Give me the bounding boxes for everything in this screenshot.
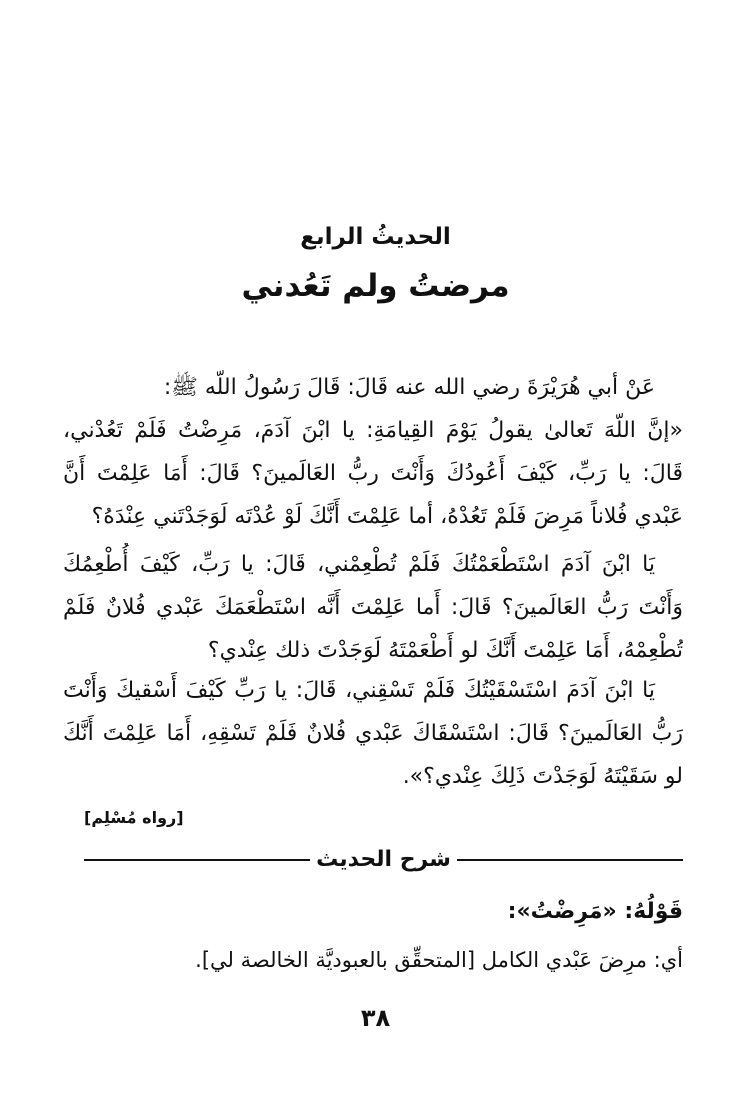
hadith-paragraph-2 bbox=[63, 543, 683, 672]
hadith-line: عَبْدي فُلاناً مَرِضَ فَلَمْ تَعُدْهُ، أما عَلِمْتَ أَنَّكَ لَوْ عُدْتَه لَوَجَدْتَني عِنْدَهُ؟ bbox=[91, 504, 683, 529]
hadith-paragraph-intro bbox=[63, 366, 683, 409]
hadith-paragraph-3 bbox=[63, 669, 683, 798]
explanation-text: أي: مرِضَ عَبْدي الكامل [المتحقِّق بالعبوديَّة الخالصة لي]. bbox=[195, 948, 683, 972]
hadith-line: تُطْعِمْهُ، أَمَا عَلِمْتَ أَنَّكَ لو أَطْعَمْتَهُ لَوَجَدْتَ ذلك عِنْدي؟ bbox=[207, 638, 683, 663]
hadith-line: عَنْ أبي هُرَيْرَةَ رضي الله عنه قَالَ: قَالَ رَسُولُ اللّه ﷺ: bbox=[163, 375, 655, 400]
page-number: ٣٨ bbox=[360, 1004, 391, 1032]
chapter-label: الحديثُ الرابع bbox=[300, 224, 451, 250]
hadith-line: وَأَنْتَ رَبُّ العَالَمينَ؟ قَالَ: أَما عَلِمْتَ أَنَّه اسْتَطْعَمَكَ عَبْدي فُلانٌ فَلَمْ bbox=[63, 595, 683, 620]
hadith-line: رَبُّ العَالَمينَ؟ قَالَ: اسْتَسْقَاكَ عَبْدي فُلانٌ فَلَمْ تَسْقِهِ، أَمَا عَلِمْتَ أَنَّكَ bbox=[63, 721, 683, 746]
section-title: شرح الحديث bbox=[316, 847, 451, 872]
section-separator bbox=[84, 842, 683, 878]
hadith-line: «إنَّ اللّهَ تَعالىٰ يقولُ يَوْمَ القِيامَةِ: يا ابْنَ آدَمَ، مَرِضْتُ فَلَمْ تَعُدْني، bbox=[63, 418, 683, 443]
separator-rule-right bbox=[457, 859, 683, 861]
hadith-line: يَا ابْنَ آدَمَ اسْتَطْعَمْتُكَ فَلَمْ تُطْعِمْني، قَالَ: يا رَبِّ، كَيْفَ أُطْعِمُكَ bbox=[63, 552, 655, 577]
explained-phrase: قَوْلُهُ: «مَرِضْتُ»: bbox=[507, 899, 683, 924]
separator-rule-left bbox=[84, 859, 310, 861]
hadith-paragraph-1 bbox=[63, 409, 683, 538]
hadith-line: لو سَقَيْتَهُ لَوَجَدْتَ ذَلِكَ عِنْدي؟». bbox=[402, 764, 683, 789]
chapter-title: مرضتُ ولم تَعُدني bbox=[241, 268, 510, 304]
hadith-line: يَا ابْنَ آدَمَ اسْتَسْقَيْتُكَ فَلَمْ تَسْقِني، قَالَ: يا رَبِّ كَيْفَ أَسْقيكَ وَأَنْتَ bbox=[63, 678, 655, 703]
hadith-line: قَالَ: يا رَبِّ، كَيْفَ أَعُودُكَ وَأَنْتَ ربُّ العَالَمينَ؟ قَالَ: أَمَا عَلِمْتَ أَنَّ bbox=[63, 461, 683, 486]
hadith-source: [رواه مُسْلِم] bbox=[84, 808, 184, 827]
